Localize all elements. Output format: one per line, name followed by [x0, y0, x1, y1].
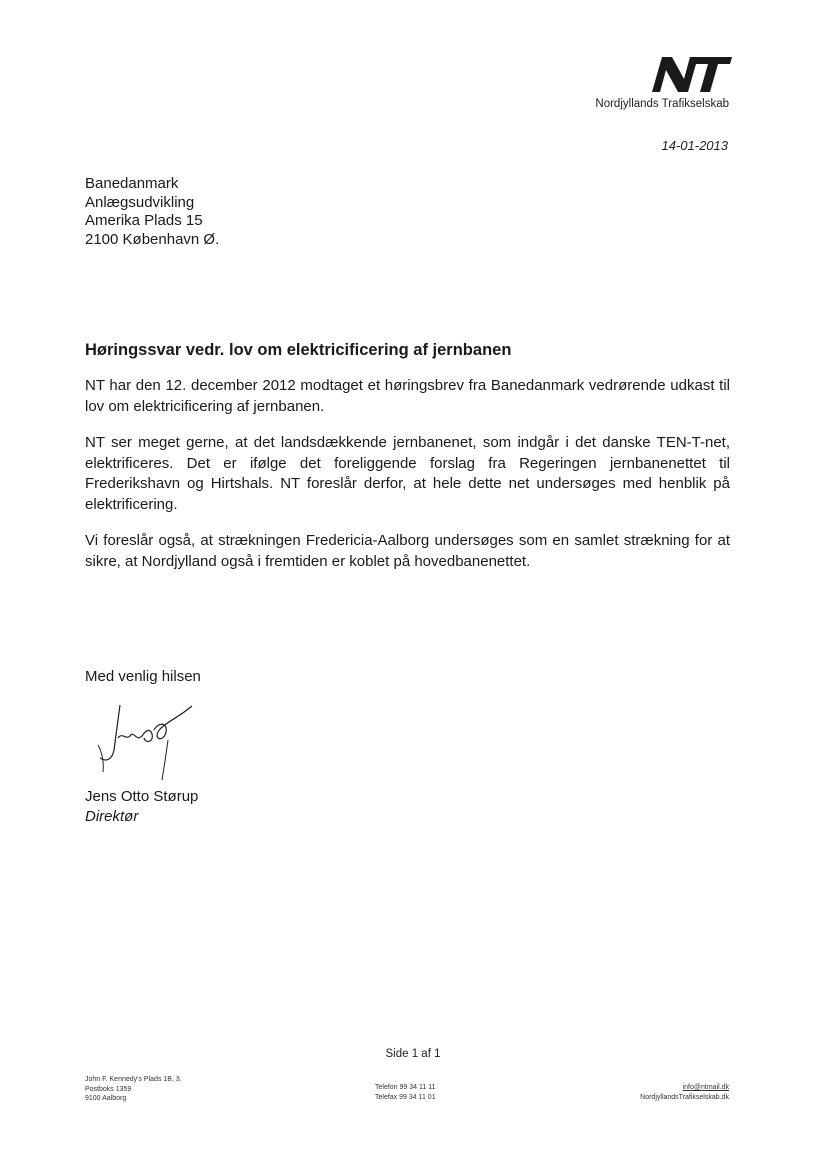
handwritten-signature [88, 700, 208, 785]
footer-address-line: Postboks 1359 [85, 1085, 132, 1093]
footer-contact-block [640, 1083, 729, 1102]
page-number: Side 1 af 1 [385, 1048, 441, 1060]
footer-address-line: 9100 Aalborg [85, 1095, 127, 1102]
closing-greeting: Med venlig hilsen [85, 668, 201, 685]
body-paragraph: Vi foreslår også, at strækningen Fredericia-Aalborg undersøges som en samlet strækning for at sikre, at Nordjylland også i fremtiden er koblet på hovedbanenettet. [85, 532, 730, 570]
footer-website[interactable]: NordjyllandsTrafikselskab.dk [640, 1093, 729, 1101]
body-paragraph: NT har den 12. december 2012 modtaget et høringsbrev fra Banedanmark vedrørende udkast til lov om elektricificering af jernbanen. [85, 377, 730, 415]
nt-logo [648, 55, 732, 93]
signer-title: Direktør [85, 808, 139, 825]
footer-email-link[interactable]: info@ntmail.dk [682, 1084, 729, 1091]
address-line: Amerika Plads 15 [85, 212, 203, 229]
address-line: Banedanmark [85, 175, 179, 192]
footer-phone: Telefon 99 34 11 11 [375, 1084, 436, 1091]
footer-address-line: John F. Kennedy's Plads 1B, 3. [85, 1076, 182, 1083]
letter-subject: Høringssvar vedr. lov om elektricificering af jernbanen [85, 341, 512, 359]
address-line: Anlægsudvikling [85, 193, 195, 211]
letter-body [85, 376, 730, 588]
recipient-address [85, 175, 219, 249]
footer-phone-block [375, 1083, 436, 1102]
letter-date: 14-01-2013 [661, 138, 728, 153]
footer-fax: Telefax 99 34 11 01 [375, 1093, 436, 1101]
company-name: Nordjyllands Trafikselskab [595, 98, 729, 110]
address-line: 2100 København Ø. [85, 230, 220, 248]
body-paragraph: NT ser meget gerne, at det landsdækkende jernbanenet, som indgår i det danske TEN-T-net, elektrificeres. Det er ifølge det foreliggende forslag fra Regeringen jernbanenettet til Frederikshavn og Hirtshals. NT foreslår derfor, at hele dette net undersøges med henblik på elektrificering. [85, 434, 730, 513]
signer-name: Jens Otto Størup [85, 788, 199, 805]
footer-address [85, 1075, 182, 1104]
